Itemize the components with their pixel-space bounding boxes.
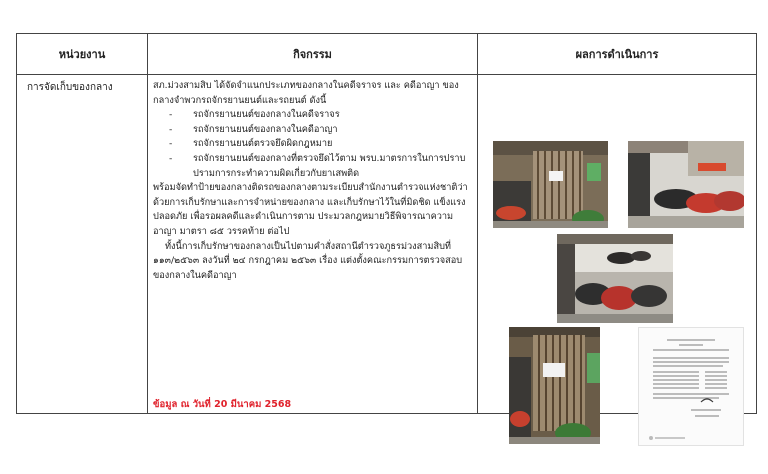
activity-cell — [148, 75, 478, 414]
vehicle-type-list — [153, 108, 471, 181]
evidence-photo-shed-door — [509, 327, 600, 444]
result-photos-cell — [478, 75, 757, 414]
header-result: ผลการดำเนินการ — [478, 34, 757, 75]
data-date-note: ข้อมูล ณ วันที่ 20 มีนาคม 2568 — [153, 399, 292, 410]
evidence-photo-motorcycles-2 — [557, 234, 673, 323]
list-item: - รถจักรยานยนต์ตรวจยึดผิดกฎหมาย — [169, 138, 333, 150]
list-item: - รถจักรยานยนต์ของกลางที่ตรวจยึดไว้ตาม พรบ.มาตรการในการปราบปรามการกระทำความผิดเกี่ยวกับยาเสพติด — [169, 152, 466, 179]
header-activity: กิจกรรม — [148, 34, 478, 75]
header-unit: หน่วยงาน — [17, 34, 148, 75]
evidence-photo-motorcycles-1 — [628, 141, 744, 228]
list-item: - รถจักรยานยนต์ของกลางในคดีจราจร — [169, 109, 340, 121]
document-lines — [639, 328, 743, 445]
list-item: - รถจักรยานยนต์ของกลางในคดีอาญา — [169, 123, 338, 135]
official-order-document — [638, 327, 744, 446]
table-row — [17, 75, 757, 414]
evidence-photo-shed — [493, 141, 608, 228]
unit-cell: การจัดเก็บของกลาง — [17, 75, 148, 414]
activity-intro: สภ.ม่วงสามสิบ ได้จัดจำแนกประเภทของกลางในคดีจราจร และ คดีอาญา ของกลางจำพวกรถจักรยานยนต์และรถยนต์ ดังนี้ — [153, 80, 459, 106]
signature-icon — [701, 399, 713, 402]
activity-paragraph-order: ทั้งนี้การเก็บรักษาของกลางเป็นไปตามคำสั่งสถานีตำรวจภูธรม่วงสามสิบที่ ๑๑๓/๒๕๖๓ ลงวันที่ ๒๔ กรกฎาคม ๒๕๖๓ เรื่อง แต่งตั้งคณะกรรมการตรวจสอบของกลางในคดีอาญา — [153, 240, 463, 281]
activity-paragraph-storage: พร้อมจัดทำป้ายของกลางติดรถของกลางตามระเบียบสำนักงานตำรวจแห่งชาติว่าด้วยการเก็บรักษาและการจำหน่ายของกลาง และเก็บรักษาไว้ในที่มิดชิด แข็งแรง ปลอดภัย เพื่อรอผลคดีและดำเนินการตาม ประมวลกฎหมายวิธีพิจารณาความอาญา มาตรา ๘๕ วรรคท้าย ต่อไป — [153, 182, 468, 237]
header-row — [17, 34, 757, 75]
report-table — [16, 33, 757, 414]
